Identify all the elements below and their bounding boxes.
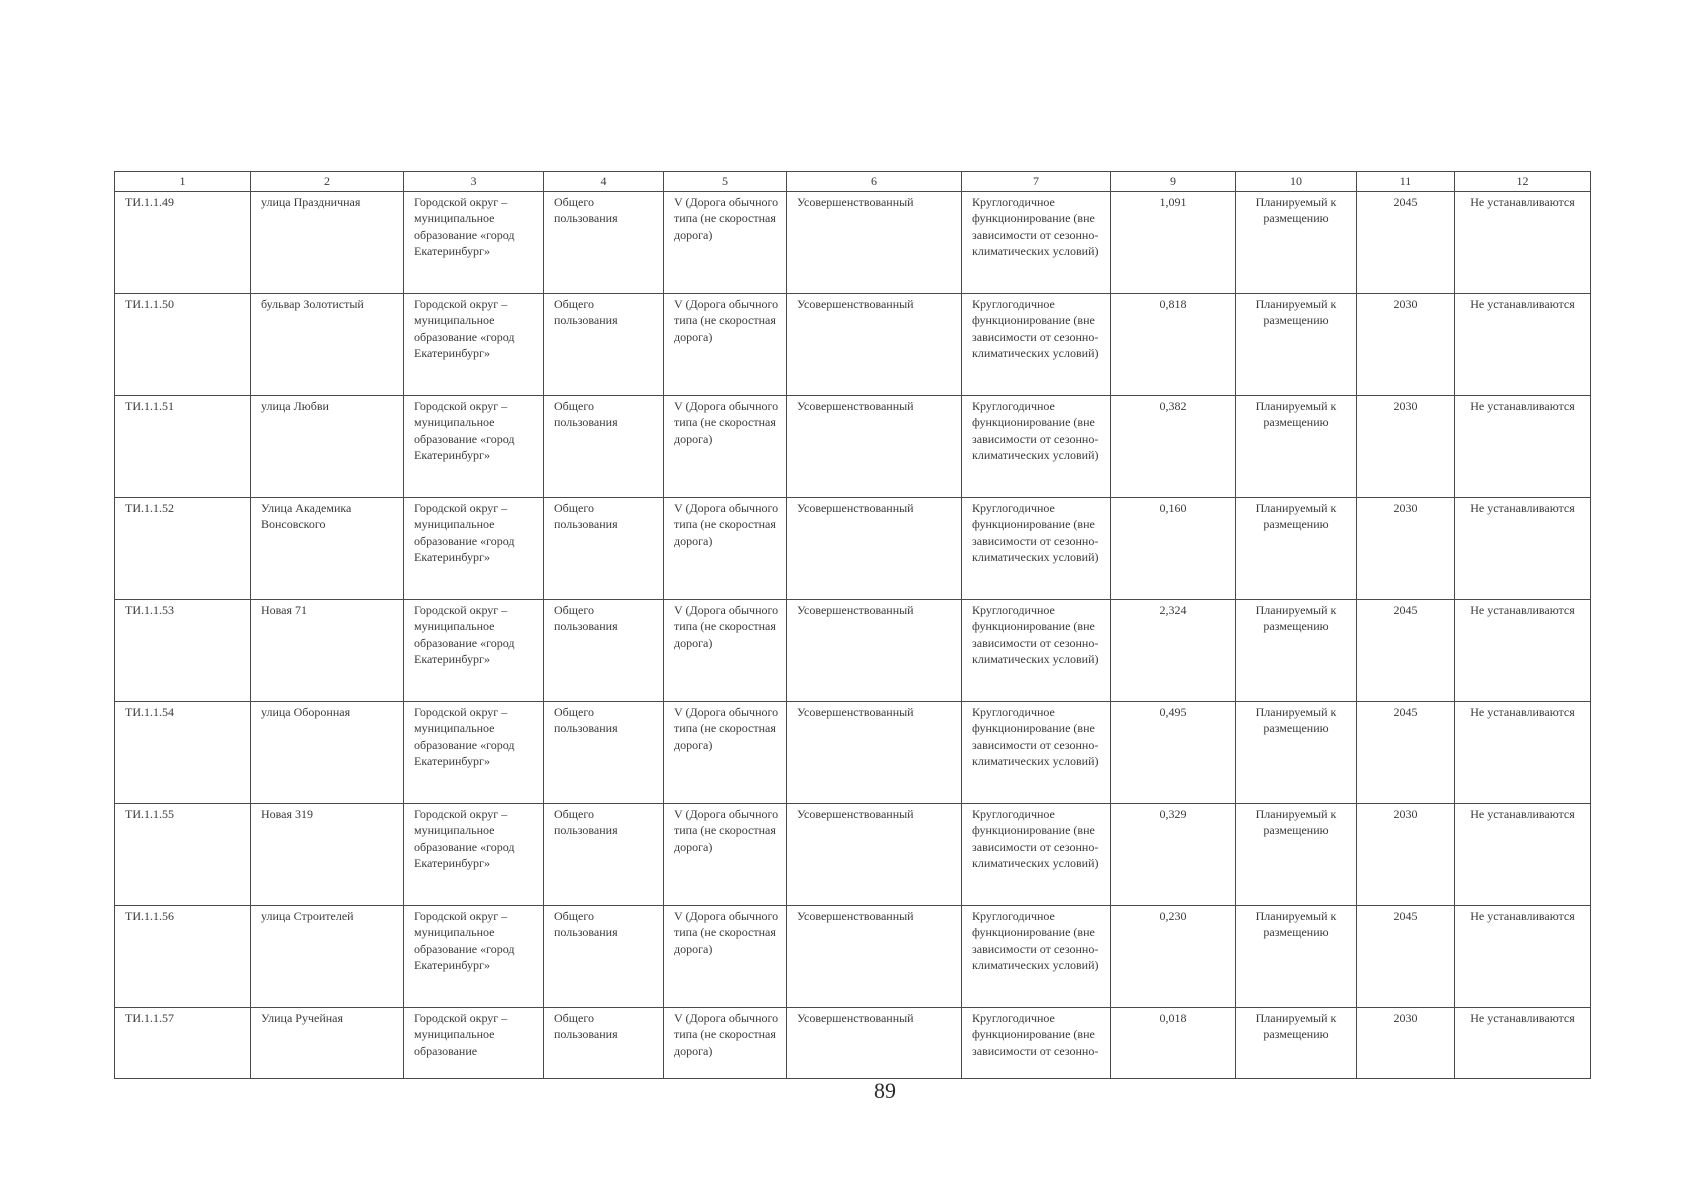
object-name-cell: бульвар Золотистый: [251, 294, 404, 396]
surface-type-cell: Усовершенствованный: [787, 702, 962, 804]
column-header: 4: [544, 172, 664, 192]
year-cell: 2030: [1357, 294, 1455, 396]
table-row: [115, 1008, 1591, 1079]
length-cell: 0,382: [1111, 396, 1236, 498]
object-id-cell: ТИ.1.1.55: [115, 804, 251, 906]
usage-type-cell: Общего пользования: [544, 804, 664, 906]
municipality-cell: Городской округ – муниципальное образование «город Екатеринбург»: [404, 600, 544, 702]
usage-type-cell: Общего пользования: [544, 498, 664, 600]
length-cell: 0,818: [1111, 294, 1236, 396]
road-category-cell: V (Дорога обычного типа (не скоростная дорога): [664, 906, 787, 1008]
usage-type-cell: Общего пользования: [544, 702, 664, 804]
municipality-cell: Городской округ – муниципальное образование «город Екатеринбург»: [404, 702, 544, 804]
object-name-cell: улица Строителей: [251, 906, 404, 1008]
surface-type-cell: Усовершенствованный: [787, 804, 962, 906]
column-header: 5: [664, 172, 787, 192]
column-header: 6: [787, 172, 962, 192]
protection-zones-cell: Не устанавливаются: [1455, 1008, 1591, 1079]
table-row: [115, 906, 1591, 1008]
protection-zones-cell: Не устанавливаются: [1455, 804, 1591, 906]
status-cell: Планируемый к размещению: [1236, 906, 1357, 1008]
surface-type-cell: Усовершенствованный: [787, 294, 962, 396]
length-cell: 1,091: [1111, 192, 1236, 294]
status-cell: Планируемый к размещению: [1236, 396, 1357, 498]
object-name-cell: Новая 71: [251, 600, 404, 702]
operation-mode-cell: Круглогодичное функционирование (вне зависимости от сезонно-климатических условий): [962, 498, 1111, 600]
table-row: [115, 702, 1591, 804]
year-cell: 2045: [1357, 600, 1455, 702]
status-cell: Планируемый к размещению: [1236, 1008, 1357, 1079]
protection-zones-cell: Не устанавливаются: [1455, 600, 1591, 702]
table-row: [115, 498, 1591, 600]
surface-type-cell: Усовершенствованный: [787, 600, 962, 702]
road-category-cell: V (Дорога обычного типа (не скоростная дорога): [664, 804, 787, 906]
length-cell: 0,230: [1111, 906, 1236, 1008]
operation-mode-cell: Круглогодичное функционирование (вне зависимости от сезонно-климатических условий): [962, 192, 1111, 294]
road-category-cell: V (Дорога обычного типа (не скоростная дорога): [664, 702, 787, 804]
municipality-cell: Городской округ – муниципальное образование «город Екатеринбург»: [404, 804, 544, 906]
operation-mode-cell: Круглогодичное функционирование (вне зависимости от сезонно-климатических условий): [962, 600, 1111, 702]
year-cell: 2045: [1357, 192, 1455, 294]
operation-mode-cell: Круглогодичное функционирование (вне зависимости от сезонно-климатических условий): [962, 804, 1111, 906]
road-category-cell: V (Дорога обычного типа (не скоростная дорога): [664, 498, 787, 600]
object-name-cell: Новая 319: [251, 804, 404, 906]
operation-mode-cell: Круглогодичное функционирование (вне зависимости от сезонно-климатических условий): [962, 906, 1111, 1008]
column-header: 3: [404, 172, 544, 192]
status-cell: Планируемый к размещению: [1236, 600, 1357, 702]
operation-mode-cell: Круглогодичное функционирование (вне зависимости от сезонно-: [962, 1008, 1111, 1079]
usage-type-cell: Общего пользования: [544, 600, 664, 702]
usage-type-cell: Общего пользования: [544, 192, 664, 294]
usage-type-cell: Общего пользования: [544, 906, 664, 1008]
length-cell: 0,329: [1111, 804, 1236, 906]
object-id-cell: ТИ.1.1.57: [115, 1008, 251, 1079]
object-name-cell: Улица Ручейная: [251, 1008, 404, 1079]
table-row: [115, 192, 1591, 294]
status-cell: Планируемый к размещению: [1236, 804, 1357, 906]
municipality-cell: Городской округ – муниципальное образование «город Екатеринбург»: [404, 192, 544, 294]
object-name-cell: улица Оборонная: [251, 702, 404, 804]
operation-mode-cell: Круглогодичное функционирование (вне зависимости от сезонно-климатических условий): [962, 294, 1111, 396]
object-id-cell: ТИ.1.1.50: [115, 294, 251, 396]
table-row: [115, 294, 1591, 396]
road-category-cell: V (Дорога обычного типа (не скоростная дорога): [664, 1008, 787, 1079]
municipality-cell: Городской округ – муниципальное образование: [404, 1008, 544, 1079]
length-cell: 0,495: [1111, 702, 1236, 804]
usage-type-cell: Общего пользования: [544, 294, 664, 396]
object-name-cell: Улица Академика Вонсовского: [251, 498, 404, 600]
usage-type-cell: Общего пользования: [544, 396, 664, 498]
length-cell: 0,160: [1111, 498, 1236, 600]
road-category-cell: V (Дорога обычного типа (не скоростная дорога): [664, 294, 787, 396]
length-cell: 2,324: [1111, 600, 1236, 702]
table-row: [115, 804, 1591, 906]
municipality-cell: Городской округ – муниципальное образование «город Екатеринбург»: [404, 294, 544, 396]
surface-type-cell: Усовершенствованный: [787, 1008, 962, 1079]
surface-type-cell: Усовершенствованный: [787, 906, 962, 1008]
status-cell: Планируемый к размещению: [1236, 702, 1357, 804]
object-id-cell: ТИ.1.1.56: [115, 906, 251, 1008]
length-cell: 0,018: [1111, 1008, 1236, 1079]
object-name-cell: улица Праздничная: [251, 192, 404, 294]
municipality-cell: Городской округ – муниципальное образование «город Екатеринбург»: [404, 396, 544, 498]
protection-zones-cell: Не устанавливаются: [1455, 192, 1591, 294]
operation-mode-cell: Круглогодичное функционирование (вне зависимости от сезонно-климатических условий): [962, 702, 1111, 804]
column-number-row: [115, 172, 1591, 192]
status-cell: Планируемый к размещению: [1236, 498, 1357, 600]
object-id-cell: ТИ.1.1.51: [115, 396, 251, 498]
protection-zones-cell: Не устанавливаются: [1455, 396, 1591, 498]
protection-zones-cell: Не устанавливаются: [1455, 906, 1591, 1008]
protection-zones-cell: Не устанавливаются: [1455, 702, 1591, 804]
road-objects-table: [114, 171, 1591, 1079]
status-cell: Планируемый к размещению: [1236, 192, 1357, 294]
object-id-cell: ТИ.1.1.49: [115, 192, 251, 294]
road-category-cell: V (Дорога обычного типа (не скоростная дорога): [664, 192, 787, 294]
page-number: 89: [874, 1078, 896, 1103]
column-header: 7: [962, 172, 1111, 192]
column-header: 9: [1111, 172, 1236, 192]
surface-type-cell: Усовершенствованный: [787, 192, 962, 294]
object-name-cell: улица Любви: [251, 396, 404, 498]
year-cell: 2030: [1357, 1008, 1455, 1079]
object-id-cell: ТИ.1.1.52: [115, 498, 251, 600]
protection-zones-cell: Не устанавливаются: [1455, 498, 1591, 600]
surface-type-cell: Усовершенствованный: [787, 498, 962, 600]
usage-type-cell: Общего пользования: [544, 1008, 664, 1079]
year-cell: 2030: [1357, 804, 1455, 906]
year-cell: 2030: [1357, 498, 1455, 600]
year-cell: 2030: [1357, 396, 1455, 498]
municipality-cell: Городской округ – муниципальное образование «город Екатеринбург»: [404, 498, 544, 600]
operation-mode-cell: Круглогодичное функционирование (вне зависимости от сезонно-климатических условий): [962, 396, 1111, 498]
table-row: [115, 396, 1591, 498]
road-category-cell: V (Дорога обычного типа (не скоростная дорога): [664, 600, 787, 702]
surface-type-cell: Усовершенствованный: [787, 396, 962, 498]
year-cell: 2045: [1357, 702, 1455, 804]
object-id-cell: ТИ.1.1.53: [115, 600, 251, 702]
year-cell: 2045: [1357, 906, 1455, 1008]
status-cell: Планируемый к размещению: [1236, 294, 1357, 396]
column-header: 12: [1455, 172, 1591, 192]
column-header: 10: [1236, 172, 1357, 192]
column-header: 1: [115, 172, 251, 192]
column-header: 11: [1357, 172, 1455, 192]
table-row: [115, 600, 1591, 702]
protection-zones-cell: Не устанавливаются: [1455, 294, 1591, 396]
municipality-cell: Городской округ – муниципальное образование «город Екатеринбург»: [404, 906, 544, 1008]
column-header: 2: [251, 172, 404, 192]
road-category-cell: V (Дорога обычного типа (не скоростная дорога): [664, 396, 787, 498]
object-id-cell: ТИ.1.1.54: [115, 702, 251, 804]
